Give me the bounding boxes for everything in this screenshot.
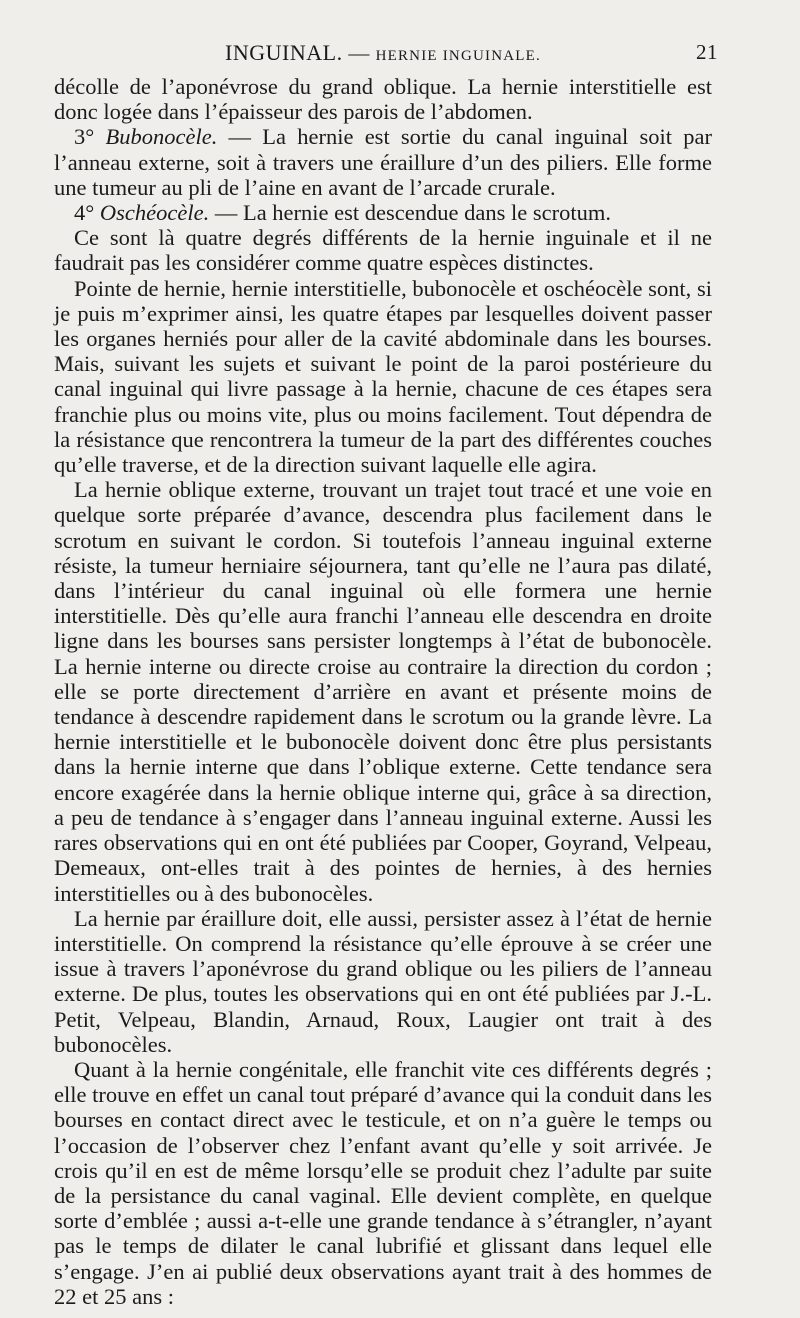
paragraph xyxy=(54,74,712,124)
running-subtitle: HERNIE INGUINALE. xyxy=(375,48,541,64)
running-title: INGUINAL. xyxy=(225,40,343,65)
paragraph-text: La hernie oblique externe, trouvant un trajet tout tracé et une voie en quelque sorte préparée d’avance, descendra plus facilement dans le scrotum en suivant le cordon. Si toutefois l’anneau inguinal externe résiste, la tumeur herniaire séjournera, tant qu’elle ne l’aura pas dilaté, dans l’intérieur du canal inguinal où elle formera une hernie interstitielle. Dès qu’elle aura franchi l’anneau elle descendra en droite ligne dans les bourses sans persister longtemps à l’état de bubonocèle. La hernie interne ou directe croise au contraire la direction du cordon ; elle se porte directement d’arrière en avant et présente moins de tendance à descendre rapidement dans le scrotum ou la grande lèvre. La hernie interstitielle et le bubonocèle doivent donc être plus persistants dans la hernie interne que dans l’oblique externe. Cette tendance sera encore exagérée dans la hernie oblique interne qui, grâce à sa direction, a peu de tendance à s’engager dans l’anneau inguinal externe. Aussi les rares observations qui en ont été publiées par Cooper, Goyrand, Velpeau, Demeaux, ont-elles trait à des pointes de hernies, à des hernies interstitielles ou à des bubonocèles. xyxy=(54,477,712,906)
paragraph xyxy=(54,906,712,1057)
paragraph-text: Pointe de hernie, hernie interstitielle, bubonocèle et oschéocèle sont, si je puis m’exprimer ainsi, les quatre étapes par lesquelles doivent passer les organes herniés pour aller de la cavité abdominale dans les bourses. Mais, suivant les sujets et suivant le point de la paroi postérieure du canal inguinal qui livre passage à la hernie, chacune de ces étapes sera franchie plus ou moins vite, plus ou moins facilement. Tout dépendra de la résistance que rencontrera la tumeur de la part des différentes couches qu’elle traverse, et de la direction suivant laquelle elle agira. xyxy=(54,275,712,478)
paragraph-text: La hernie par éraillure doit, elle aussi, persister assez à l’état de hernie interstitielle. On comprend la résistance qu’elle éprouve à se créer une issue à travers l’aponévrose du grand oblique ou les piliers de l’anneau externe. De plus, toutes les observations qui en ont été publiées par J.-L. Petit, Velpeau, Blandin, Arnaud, Roux, Laugier ont trait à des bubonocèles. xyxy=(54,905,712,1057)
body-text xyxy=(54,74,712,1309)
term-bubonocele: Bubonocèle. xyxy=(105,124,218,150)
paragraph-text: — La hernie est sortie du canal inguinal soit par l’anneau externe, soit à travers une éraillure d’un des piliers. Elle forme une tumeur au pli de l’aine en avant de l’arcade crurale. xyxy=(54,124,712,200)
paragraph xyxy=(54,1057,712,1309)
list-number: 3° xyxy=(74,124,106,150)
paragraph xyxy=(54,477,712,905)
paragraph-text: — La hernie est descendue dans le scrotum. xyxy=(209,200,611,226)
paragraph xyxy=(54,124,712,200)
paragraph xyxy=(54,276,712,478)
paragraph-text: Quant à la hernie congénitale, elle franchit vite ces différents degrés ; elle trouve en effet un canal tout préparé d’avance qui la conduit dans les bourses en contact direct avec le testicule, et on n’a guère le temps ou l’occasion de l’observer chez l’enfant avant qu’elle y soit arrivée. Je crois qu’il en est de même lorsqu’elle se produit chez l’adulte par suite de la persistance du canal vaginal. Elle devient complète, en quelque sorte d’emblée ; aussi a-t-elle une grande tendance à s’étrangler, n’ayant pas le temps de dilater le canal lubrifié et glissant dans lequel elle s’engage. J’en ai publié deux observations ayant trait à des hommes de 22 et 25 ans : xyxy=(54,1056,712,1309)
page-number: 21 xyxy=(696,40,718,64)
header-separator: — xyxy=(348,41,370,65)
term-oscheocele: Oschéocèle. xyxy=(99,200,210,226)
running-header xyxy=(54,40,718,74)
paragraph xyxy=(54,200,712,225)
paragraph-text: décolle de l’aponévrose du grand oblique. La hernie interstitielle est donc logée dans l’épaisseur des parois de l’abdomen. xyxy=(54,74,712,125)
paragraph-text: Ce sont là quatre degrés différents de la hernie inguinale et il ne faudrait pas les considérer comme quatre espèces distinctes. xyxy=(54,225,712,276)
list-number: 4° xyxy=(74,200,100,226)
paragraph xyxy=(54,225,712,275)
